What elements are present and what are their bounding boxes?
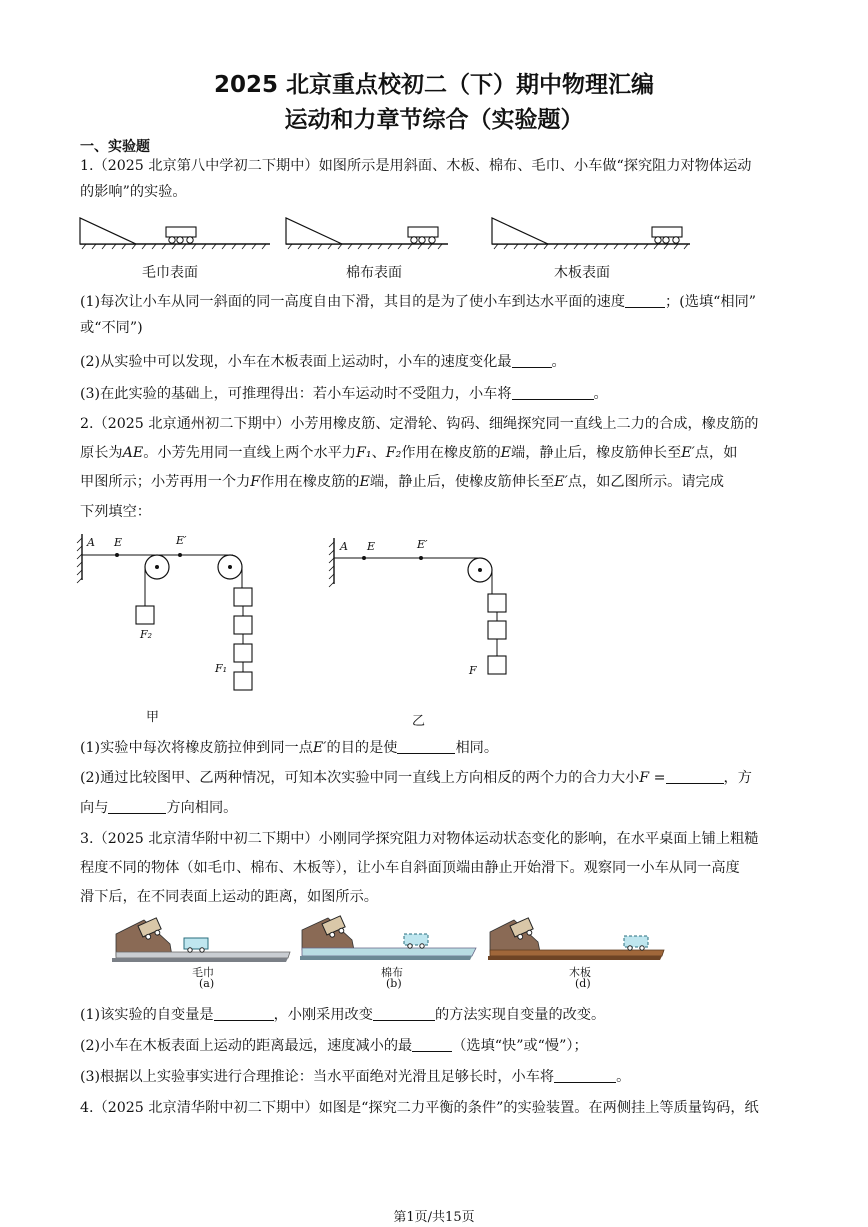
q2-text: 端，静止后，橡皮筋伸长至 [511,445,682,461]
q1-sub1-line1 [80,292,792,312]
q2-stem-line2 [80,443,792,463]
q2-sub2-blank1[interactable] [666,769,724,784]
q1-sub3 [80,384,792,404]
q3-sub2-text: (2)小车在木板表面上运动的距离最远，速度减小的最 [80,1038,413,1054]
q1-sub3-end: 。 [593,386,608,402]
q3-sub1-end: 的方法实现自变量的改变。 [434,1007,606,1023]
q2-sub1-end: 相同。 [455,740,499,756]
q2-sub2-line1 [80,768,792,788]
q2-stem-line1: 2.（2025 北京通州初二下期中）小芳用橡皮筋、定滑轮、钩码、细绳探究同一直线上二力的合成，橡皮筋的 [80,416,759,432]
q3-sub1-blank2[interactable] [373,1006,435,1021]
jia-label-f1: F₁ [215,662,228,675]
jia-label-f2: F₂ [140,628,153,641]
q2-sub2-line2 [80,798,792,818]
q2-var-f: F [250,474,261,490]
q2-text: 点，如乙图所示。请完成 [567,474,724,490]
q3-sub3-blank[interactable] [554,1068,616,1083]
q1-panel-cotton [286,218,448,249]
q1-sub3-blank[interactable] [512,385,594,400]
q2-sub2-var: F [639,770,650,786]
q1-stem-line2: 的影响”的实验。 [80,184,187,200]
q2-text: 端，静止后，使橡皮筋伸长至 [369,474,555,490]
q2-figure-yi [322,534,522,684]
page-title: 2025 北京重点校初二（下）期中物理汇编 [213,72,655,98]
q3-figure [112,914,672,964]
jia-label-eprime: E′ [176,534,187,547]
q2-var-f1: F₁ [356,445,372,461]
q1-sub1-blank[interactable] [625,293,665,308]
q2-sub1-text: (1)实验中每次将橡皮筋拉伸到同一点 [80,740,313,756]
q1-sub2-end: 。 [551,354,566,370]
q2-sub2-text: 向与 [80,800,109,816]
q3-sub1 [80,1005,792,1025]
q1-panel-wood [492,218,690,249]
q2-sub2-text: (2)通过比较图甲、乙两种情况，可知本次实验中同一直线上方向相反的两个力的合力大小 [80,770,640,786]
q2-sub1-var: E′ [312,740,327,756]
page-subtitle: 运动和力章节综合（实验题） [284,107,584,133]
q1-sub1-line2: 或“不同”) [80,320,143,336]
q2-var-ae: AE [122,445,144,461]
section-heading: 一、实验题 [80,139,150,155]
q3-tag-a: (a) [199,977,215,990]
q1-sub2-blank[interactable] [512,353,552,368]
q1-caption-cotton: 棉布表面 [346,265,402,281]
jia-label-e: E [114,536,123,549]
yi-caption: 乙 [412,714,426,729]
q2-text: 原长为 [80,445,123,461]
q3-tag-b: (b) [386,977,402,990]
q2-text: 。小芳先用同一直线上两个水平力 [143,445,357,461]
q2-figure-jia [70,530,270,700]
q3-sub2-hint: （选填“快”或“慢”）； [452,1038,588,1054]
q3-panel-towel [112,918,290,962]
q3-sub1-blank1[interactable] [214,1006,274,1021]
q2-sub2-blank2[interactable] [108,799,166,814]
q2-var-eprime: E′ [681,445,695,461]
q1-caption-wood: 木板表面 [554,265,610,281]
q3-stem-line3: 滑下后，在不同表面上运动的距离，如图所示。 [80,889,378,905]
q2-text: 作用在橡皮筋的 [401,445,501,461]
q2-text: 作用在橡皮筋的 [260,474,360,490]
q2-text: 、 [371,445,386,461]
jia-caption: 甲 [146,710,160,725]
yi-label-f: F [469,664,477,677]
yi-label-eprime: E′ [417,538,428,551]
q2-var-e: E [500,445,511,461]
q2-sub2-eq: = [649,770,666,786]
q1-sub1-text: (1)每次让小车从同一斜面的同一高度自由下滑，其目的是为了使小车到达水平面的速度 [80,294,626,310]
q3-panel-wood [488,918,664,960]
q3-sub1-text: (1)该实验的自变量是 [80,1007,214,1023]
jia-label-a: A [87,536,95,549]
q2-stem-line4: 下列填空： [80,504,151,520]
q4-stem-line1: 4.（2025 北京清华附中初二下期中）如图是“探究二力平衡的条件”的实验装置。在两侧挂上等质量钩码，纸 [80,1100,759,1116]
q1-sub3-text: (3)在此实验的基础上，可推理得出：若小车运动时不受阻力，小车将 [80,386,512,402]
q2-var-eprime: E′ [554,474,568,490]
q1-panel-towel [80,218,270,249]
q1-stem-line1: 1.（2025 北京第八中学初二下期中）如图所示是用斜面、木板、棉布、毛巾、小车做“探究阻力对物体运动 [80,158,752,174]
q3-label-wood: 木板 [569,966,591,979]
q2-text: 点，如 [694,445,738,461]
q1-figure [78,210,798,255]
q3-sub3-end: 。 [616,1069,631,1085]
q2-sub2-end: 方向相同。 [166,800,238,816]
q3-stem-line1: 3.（2025 北京清华附中初二下期中）小刚同学探究阻力对物体运动状态变化的影响，在水平桌面上铺上粗糙 [80,831,759,847]
q2-text: 甲图所示；小芳再用一个力 [80,474,251,490]
q1-sub2 [80,352,792,372]
q2-sub1-blank[interactable] [397,739,455,754]
q3-sub3-text: (3)根据以上实验事实进行合理推论：当水平面绝对光滑且足够长时，小车将 [80,1069,555,1085]
q2-stem-line3 [80,472,792,492]
yi-label-e: E [367,540,376,553]
q2-sub1 [80,738,792,758]
page-footer: 第1页/共15页 [393,1210,475,1225]
q3-tag-d: (d) [575,977,591,990]
q3-sub1-text: ，小刚采用改变 [273,1007,373,1023]
q1-caption-towel: 毛巾表面 [142,265,198,281]
q2-sub1-text: 的目的是使 [326,740,398,756]
q1-sub1-hint: ；(选填“相同” [665,294,757,310]
q3-panel-cotton [300,916,476,960]
q2-sub2-text: ，方 [723,770,752,786]
q3-label-towel: 毛巾 [192,966,214,979]
q2-var-e: E [359,474,370,490]
q3-sub2-blank[interactable] [412,1037,452,1052]
q3-stem-line2: 程度不同的物体（如毛巾、棉布、木板等），让小车自斜面顶端由静止开始滑下。观察同一小车从同一高度 [80,860,740,876]
q3-sub3 [80,1067,792,1087]
q1-sub2-text: (2)从实验中可以发现，小车在木板表面上运动时，小车的速度变化最 [80,354,512,370]
yi-label-a: A [340,540,348,553]
q3-sub2 [80,1036,792,1056]
q2-var-f2: F₂ [385,445,402,461]
q3-label-cotton: 棉布 [381,966,403,979]
